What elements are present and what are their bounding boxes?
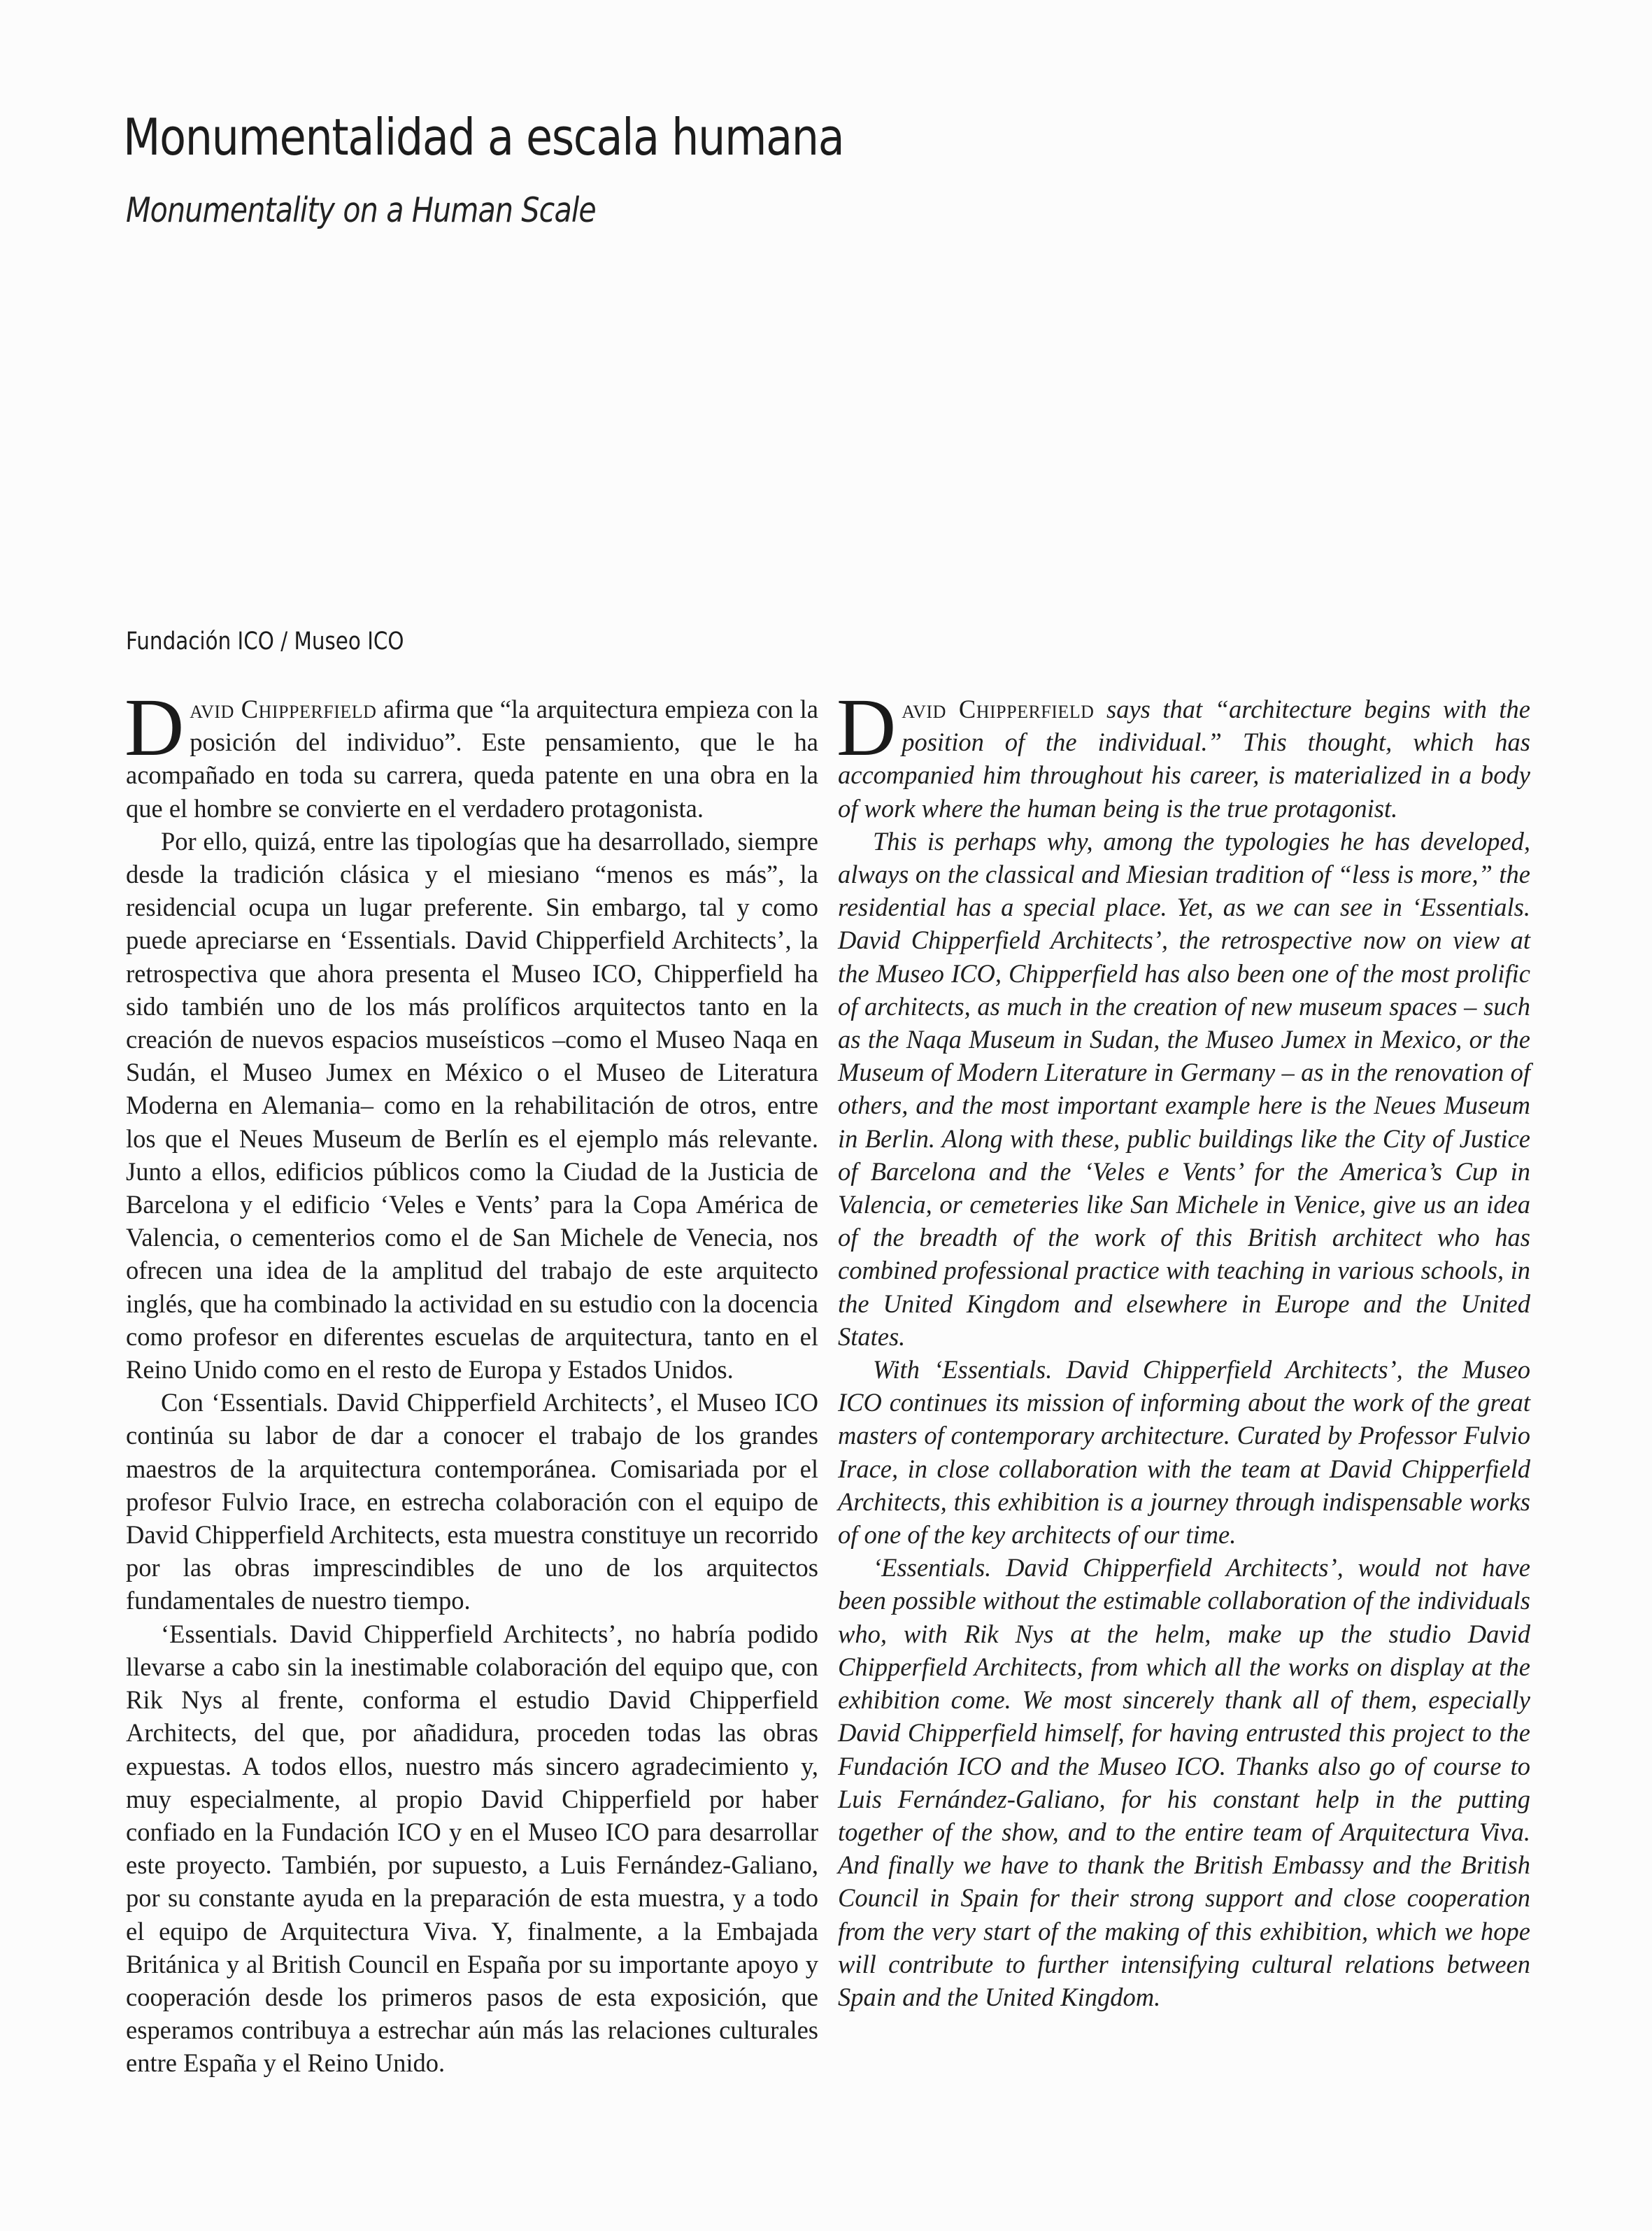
paragraph-text: afirma que “la arquitectura empieza con la posición del individuo”. Este pensamiento, que le ha acompañado en toda su carrera, queda patente en una obra en la que el hombre se convierte en el verdadero protagonista. [126,695,818,823]
english-paragraph-3: With ‘Essentials. David Chipperfield Architects’, the Museo ICO continues its mission of informing about the work of the great masters of contemporary architecture. Curated by Professor Fulvio Irace, in close collaboration with the team at David Chipperfield Architects, this exhibition is a journey through indispensable works of one of the key architects of our time. [838,1355,1530,1550]
spanish-paragraph-3: Con ‘Essentials. David Chipperfield Architects’, el Museo ICO continúa su labor de dar a conocer el trabajo de los grandes maestros de la arquitectura contemporánea. Comisariada por el profesor Fulvio Irace, en estrecha colaboración con el equipo de David Chipperfield Architects, esta muestra constituye un recorrido por las obras imprescindibles de uno de los arquitectos fundamentales de nuestro tiempo. [126,1388,818,1615]
english-paragraph-1 [836,681,1530,825]
page-title: Monumentalidad a escala humana [123,108,844,167]
paragraph-text: says that “architecture begins with the position of the individual.” This thought, which has accompanied him throughout his career, is materialized in a body of work where the human being is the true protagonist. [838,695,1530,823]
author-name: avid Chipperfield [902,695,1095,723]
spanish-text-column [124,681,818,2080]
author-name: avid Chipperfield [190,695,377,723]
section-label: Fundación ICO / Museo ICO [126,628,404,656]
english-paragraph-2: This is perhaps why, among the typologies he has developed, always on the classical and Miesian tradition of “less is more,” the residential has a special place. Yet, as we can see in ‘Essentials. David Chipperfield Architects’, the retrospective now on view at the Museo ICO, Chipperfield has also been one of the most prolific of architects, as much in the creation of new museum spaces – such as the Naqa Museum in Sudan, the Museo Jumex in Mexico, or the Museum of Modern Literature in Germany – as in the renovation of others, and the most important example here is the Neues Museum in Berlin. Along with these, public buildings like the City of Justice of Barcelona and the ‘Veles e Vents’ for the America’s Cup in Valencia, or cemeteries like San Michele in Venice, give us an idea of the breadth of the work of this British architect who has combined professional practice with teaching in various schools, in the United Kingdom and elsewhere in Europe and the United States. [838,826,1530,1351]
spanish-paragraph-2: Por ello, quizá, entre las tipologías que ha desarrollado, siempre desde la tradición clásica y el miesiano “menos es más”, la residencial ocupa un lugar preferente. Sin embargo, tal y como puede apreciarse en ‘Essentials. David Chipperfield Architects’, la retrospectiva que ahora presenta el Museo ICO, Chipperfield ha sido también uno de los más prolíficos arquitectos tanto en la creación de nuevos espacios museísticos –como el Museo Naqa en Sudán, el Museo Jumex en México o el Museo de Literatura Moderna en Alemania– como en la rehabilitación de otros, entre los que el Neues Museum de Berlín es el ejemplo más relevante. Junto a ellos, edificios públicos como la Ciudad de la Justicia de Barcelona y el edificio ‘Veles e Vents’ para la Copa América de Valencia, o cementerios como el de San Michele de Venecia, nos ofrecen una idea de la amplitud del trabajo de este arquitecto inglés, que ha combinado la actividad en su estudio con la docencia como profesor en diferentes escuelas de arquitectura, tanto en el Reino Unido como en el resto de Europa y Estados Unidos. [126,826,818,1384]
drop-cap: D [836,681,897,773]
page-subtitle: Monumentality on a Human Scale [126,190,596,230]
spanish-paragraph-1 [124,681,818,825]
spanish-paragraph-4: ‘Essentials. David Chipperfield Architects’, no habría podido llevarse a cabo sin la inestimable colaboración del equipo que, con Rik Nys al frente, conforma el estudio David Chipperfield Architects, del que, por añadidura, proceden todas las obras expuestas. A todos ellos, nuestro más sincero agradecimiento y, muy especialmente, al propio David Chipperfield por haber confiado en la Fundación ICO y en el Museo ICO para desarrollar este proyecto. También, por supuesto, a Luis Fernández-Galiano, por su constante ayuda en la preparación de esta muestra, y a todo el equipo de Arquitectura Viva. Y, finalmente, a la Embajada Británica y al British Council en España por su importante apoyo y cooperación desde los primeros pasos de esta exposición, que esperamos contribuya a estrechar aún más las relaciones culturales entre España y el Reino Unido. [126,1619,818,2078]
english-paragraph-4: ‘Essentials. David Chipperfield Architects’, would not have been possible without the estimable collaboration of the individuals who, with Rik Nys at the helm, make up the studio David Chipperfield Architects, from which all the works on display at the exhibition come. We most sincerely thank all of them, especially David Chipperfield himself, for having entrusted this project to the Fundación ICO and the Museo ICO. Thanks also go of course to Luis Fernández-Galiano, for his constant help in the putting together of the show, and to the entire team of Arquitectura Viva. And finally we have to thank the British Embassy and the British Council in Spain for their strong support and close cooperation from the very start of the making of this exhibition, which we hope will contribute to further intensifying cultural relations between Spain and the United Kingdom. [838,1553,1530,2011]
drop-cap: D [124,681,185,773]
english-text-column [836,681,1530,2013]
